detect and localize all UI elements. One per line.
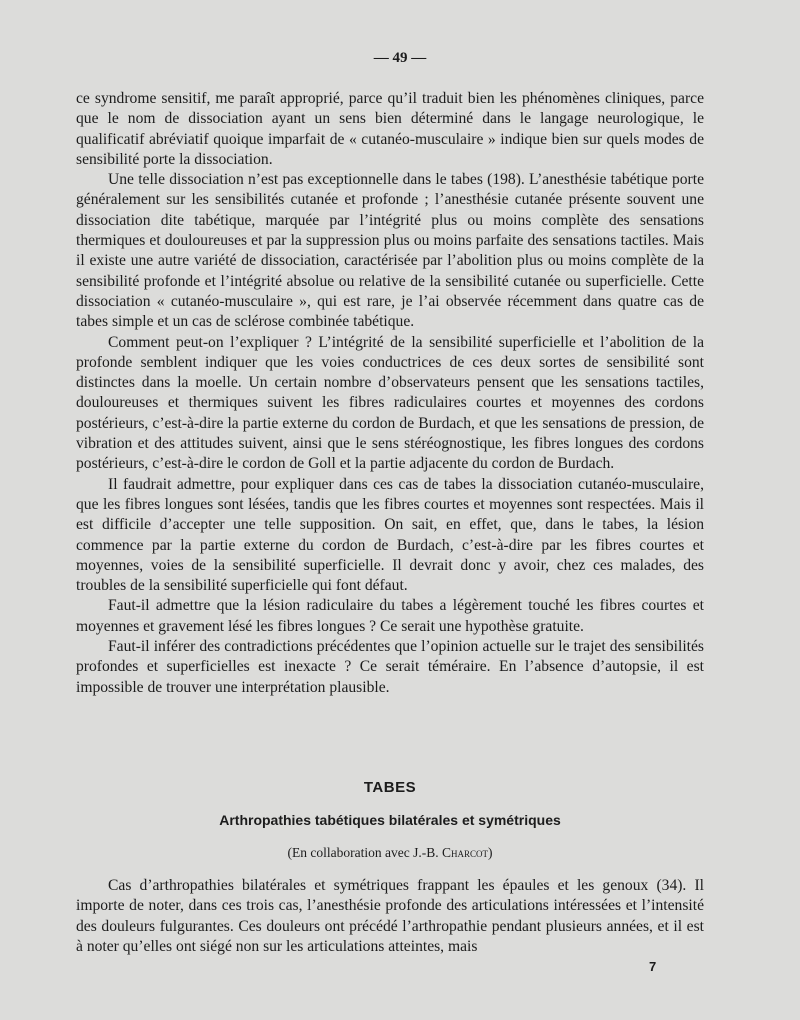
article-title: Arthropathies tabétiques bilatérales et symétriques bbox=[219, 812, 561, 828]
signature-mark: 7 bbox=[649, 959, 657, 974]
main-text-block bbox=[76, 89, 704, 698]
collab-name: Charcot bbox=[441, 845, 488, 860]
paragraph-2: Une telle dissociation n’est pas exceptionnelle dans le tabes (198). L’anesthésie tabétique porte généralement sur les sensibilités cutanée et profonde ; l’anesthésie cutanée présente souvent une dissociation dite tabétique, marquée par l’intégrité plus ou moins complète des sensations thermiques et douloureuses et par la suppression plus ou moins parfaite des sensations tactiles. Mais il existe une autre variété de dissociation, caractérisée par l’abolition plus ou moins complète de la sensibilité profonde et l’intégrité absolue ou relative de la sensibilité cutanée ou superficielle. Cette dissociation « cutanéo-musculaire », qui est rare, je l’ai observée récemment dans quatre cas de tabes simple et un cas de sclérose combinée tabétique. bbox=[76, 171, 704, 331]
section-heading: TABES bbox=[363, 779, 417, 796]
page-number: — 49 — bbox=[373, 50, 427, 66]
paragraph-6: Faut-il inférer des contradictions précédentes que l’opinion actuelle sur le trajet des sensibilités profondes et superficielles est inexacte ? Ce serait téméraire. En l’absence d’autopsie, il est impossible de trouver une interprétation plausible. bbox=[76, 638, 704, 696]
section-text-block bbox=[76, 876, 704, 957]
collab-suffix: ) bbox=[487, 845, 493, 860]
paragraph-4: Il faudrait admettre, pour expliquer dans ces cas de tabes la dissociation cutanéo-musculaire, que les fibres longues sont lésées, tandis que les fibres courtes et moyennes sont respectées. Mais il est difficile d’accepter une telle supposition. On sait, en effet, que, dans le tabes, la lésion commence par la partie externe du cordon de Burdach, c’est-à-dire par les fibres courtes et moyennes, voies de la sensibilité superficielle. Il devrait donc y avoir, chez ces malades, des troubles de la sensibilité superficielle qui font défaut. bbox=[76, 475, 704, 595]
section-paragraph: Cas d’arthropathies bilatérales et symétriques frappant les épaules et les genoux (34). Il importe de noter, dans ces trois cas, l’anesthésie profonde des articulations intéressées et l’intensité des douleurs fulgurantes. Ces douleurs ont précédé l’arthropathie pendant plusieurs années, et il est à noter qu’elles ont siégé non sur les articulations atteintes, mais bbox=[76, 877, 704, 955]
collaboration-note bbox=[76, 845, 704, 861]
paragraph-5: Faut-il admettre que la lésion radiculaire du tabes a légèrement touché les fibres courtes et moyennes et gravement lésé les fibres longues ? Ce serait une hypothèse gratuite. bbox=[76, 597, 704, 635]
paragraph-3: Comment peut-on l’expliquer ? L’intégrité de la sensibilité superficielle et l’abolition de la profonde semblent indiquer que les voies conductrices de ces deux sortes de sensibilité sont distinctes dans la moelle. Un certain nombre d’observateurs pensent que les sensations tactiles, douloureuses et thermiques suivent les fibres radiculaires courtes et moyennes des cordons postérieurs, c’est-à-dire la partie externe du cordon de Burdach, et que les sensations de pression, de vibration et des attitudes suivent, ainsi que le sens stéréognostique, les fibres longues des cordons postérieurs, c’est-à-dire le cordon de Goll et la partie adjacente du cordon de Burdach. bbox=[76, 333, 704, 473]
collab-prefix: (En collaboration avec J.-B. bbox=[287, 845, 439, 860]
paragraph-1: ce syndrome sensitif, me paraît approprié, parce qu’il traduit bien les phénomènes cliniques, parce que le nom de dissociation ayant un sens bien déterminé dans le langage neurologique, le qualificatif abréviatif quoique imparfait de « cutanéo-musculaire » indique bien sur quels modes de sensibilité porte la dissociation. bbox=[76, 90, 704, 168]
